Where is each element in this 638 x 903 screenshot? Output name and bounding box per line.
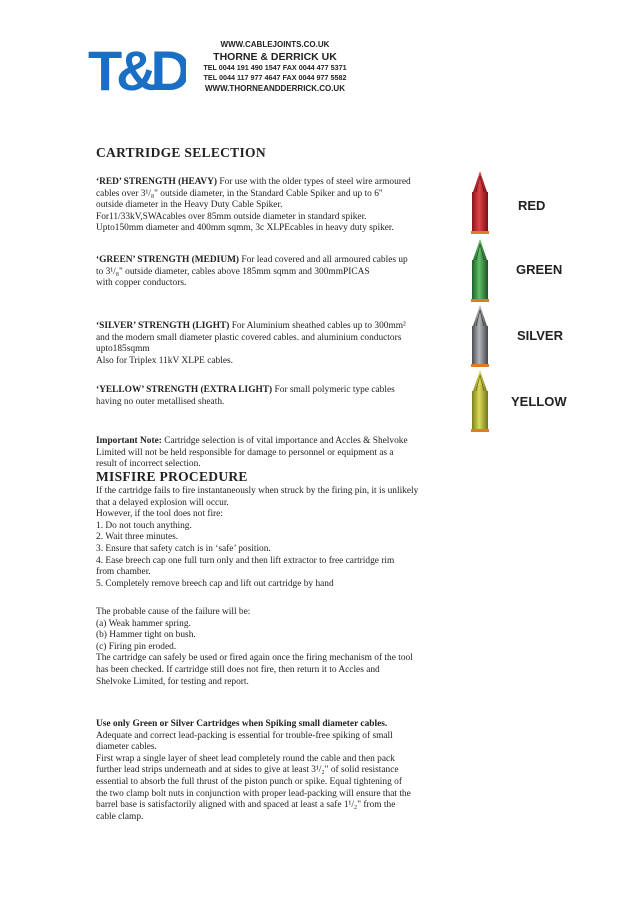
misfire-line: from chamber. <box>96 567 151 578</box>
red-line: Upto150mm diameter and 400mm sqmm, 3c XLPEcables in heavy duty spiker. <box>96 223 394 234</box>
misfire-steps <box>96 486 456 590</box>
cause-line: (b) Hammer tight on bush. <box>96 630 196 641</box>
yellow-line: having no outer metallised sheath. <box>96 396 225 407</box>
silver-heading: ‘SILVER’ STRENGTH (LIGHT) <box>96 321 230 331</box>
cartridge-panel <box>469 168 571 438</box>
important-note <box>96 436 456 471</box>
website-top: WWW.CABLEJOINTS.CO.UK <box>220 40 330 49</box>
red-section <box>96 177 456 235</box>
spiking-section <box>96 719 456 823</box>
yellow-line: For small polymeric type cables <box>274 385 395 395</box>
silver-line: and the modern small diameter plastic covered cables. and aluminium conductors <box>96 332 402 343</box>
red-line: For use with the older types of steel wire armoured <box>219 177 411 187</box>
cause-line: Shelvoke Limited, for testing and report. <box>96 676 249 687</box>
failure-causes <box>96 607 456 688</box>
misfire-line: If the cartridge fails to fire instantaneously when struck by the firing pin, it is unlikely <box>96 486 419 496</box>
green-label: GREEN <box>516 262 563 277</box>
silver-cartridge-icon <box>471 305 489 367</box>
misfire-line: However, if the tool does not fire: <box>96 509 223 520</box>
silver-line: upto185sqmm <box>96 344 150 355</box>
misfire-line: 1. Do not touch anything. <box>96 520 192 531</box>
red-cartridge-icon <box>471 171 489 234</box>
misfire-line: 5. Completely remove breech cap and lift out cartridge by hand <box>96 578 334 589</box>
green-section <box>96 255 456 290</box>
yellow-heading: ‘YELLOW’ STRENGTH (EXTRA LIGHT) <box>96 385 273 395</box>
spiking-heading: Use only Green or Silver Cartridges when Spiking small diameter cables. <box>96 719 388 729</box>
yellow-label: YELLOW <box>511 394 567 409</box>
green-cartridge-icon <box>471 239 489 302</box>
green-line: with copper conductors. <box>96 278 187 289</box>
tel-line-1: TEL 0044 191 490 1547 FAX 0044 477 5371 <box>203 62 347 72</box>
spiking-line: essential to absorb the full thrust of the piston punch or spike. Equal tightening of <box>96 776 402 787</box>
silver-section <box>96 321 456 367</box>
red-heading: ‘RED’ STRENGTH (HEAVY) <box>96 177 218 187</box>
spiking-line: the two clamp bolt nuts in conjunction with proper lead-packing will ensure that the <box>96 788 411 799</box>
tel-line-2: TEL 0044 117 977 4647 FAX 0044 977 5582 <box>203 73 347 82</box>
green-line: to 3¹/₈" outside diameter, cables above 185mm sqmm and 300mmPICAS <box>96 266 370 277</box>
yellow-section <box>96 385 456 408</box>
cause-line: The cartridge can safely be used or fired again once the firing mechanism of the tool <box>96 653 413 664</box>
red-line: For11/33kV,SWAcables over 85mm outside diameter in standard spiker. <box>96 211 367 222</box>
spiking-line: further lead strips underneath and at sides to give at least 3¹/₂" of solid resistance <box>96 765 399 776</box>
logo-text: T&D <box>88 40 186 96</box>
cause-line: (a) Weak hammer spring. <box>96 618 191 629</box>
website-bottom: WWW.THORNEANDDERRICK.CO.UK <box>205 83 345 93</box>
red-line: cables over 3¹/₈" outside diameter, in the Standard Cable Spiker and up to 6" <box>96 188 383 199</box>
silver-line: For Aluminium sheathed cables up to 300mm² <box>231 321 406 331</box>
spiking-line: barrel base is satisfactorily aligned with and spaced at least a safe 1¹/₂" from the <box>96 800 396 811</box>
spiking-line: cable clamp. <box>96 811 144 822</box>
company-name: THORNE & DERRICK UK <box>213 50 337 63</box>
spiking-line: diameter cables. <box>96 742 157 753</box>
yellow-cartridge-icon <box>471 370 489 432</box>
company-logo <box>86 40 186 96</box>
cause-line: The probable cause of the failure will be: <box>96 607 251 617</box>
misfire-line: that a delayed explosion will occur. <box>96 497 229 508</box>
misfire-line: 3. Ensure that safety catch is in ‘safe’ position. <box>96 543 271 554</box>
spiking-line: Adequate and correct lead-packing is essential for trouble-free spiking of small <box>96 730 393 741</box>
company-header <box>190 40 360 94</box>
cause-line: (c) Firing pin eroded. <box>96 641 177 652</box>
important-line: Limited will not be held responsible for damage to personnel or equipment as a <box>96 447 394 458</box>
green-heading: ‘GREEN’ STRENGTH (MEDIUM) <box>96 255 240 265</box>
misfire-title: MISFIRE PROCEDURE <box>96 469 248 484</box>
spiking-line: First wrap a single layer of sheet lead completely round the cable and then pack <box>96 753 395 764</box>
silver-line: Also for Triplex 11kV XLPE cables. <box>96 355 233 366</box>
cartridge-selection-title: CARTRIDGE SELECTION <box>96 145 266 160</box>
red-label: RED <box>518 198 546 213</box>
important-label: Important Note: <box>96 436 162 446</box>
important-line: result of incorrect selection. <box>96 459 201 470</box>
important-line: Cartridge selection is of vital importance and Accles & Shelvoke <box>164 436 408 446</box>
misfire-line: 2. Wait three minutes. <box>96 532 179 543</box>
red-line: outside diameter in the Heavy Duty Cable Spiker. <box>96 200 283 211</box>
silver-label: SILVER <box>517 328 563 343</box>
misfire-line: 4. Ease breech cap one full turn only and then lift extractor to free cartridge rim <box>96 555 395 566</box>
cause-line: has been checked. If cartridge still does not fire, then return it to Accles and <box>96 664 380 675</box>
green-line: For lead covered and all armoured cables up <box>241 255 408 265</box>
